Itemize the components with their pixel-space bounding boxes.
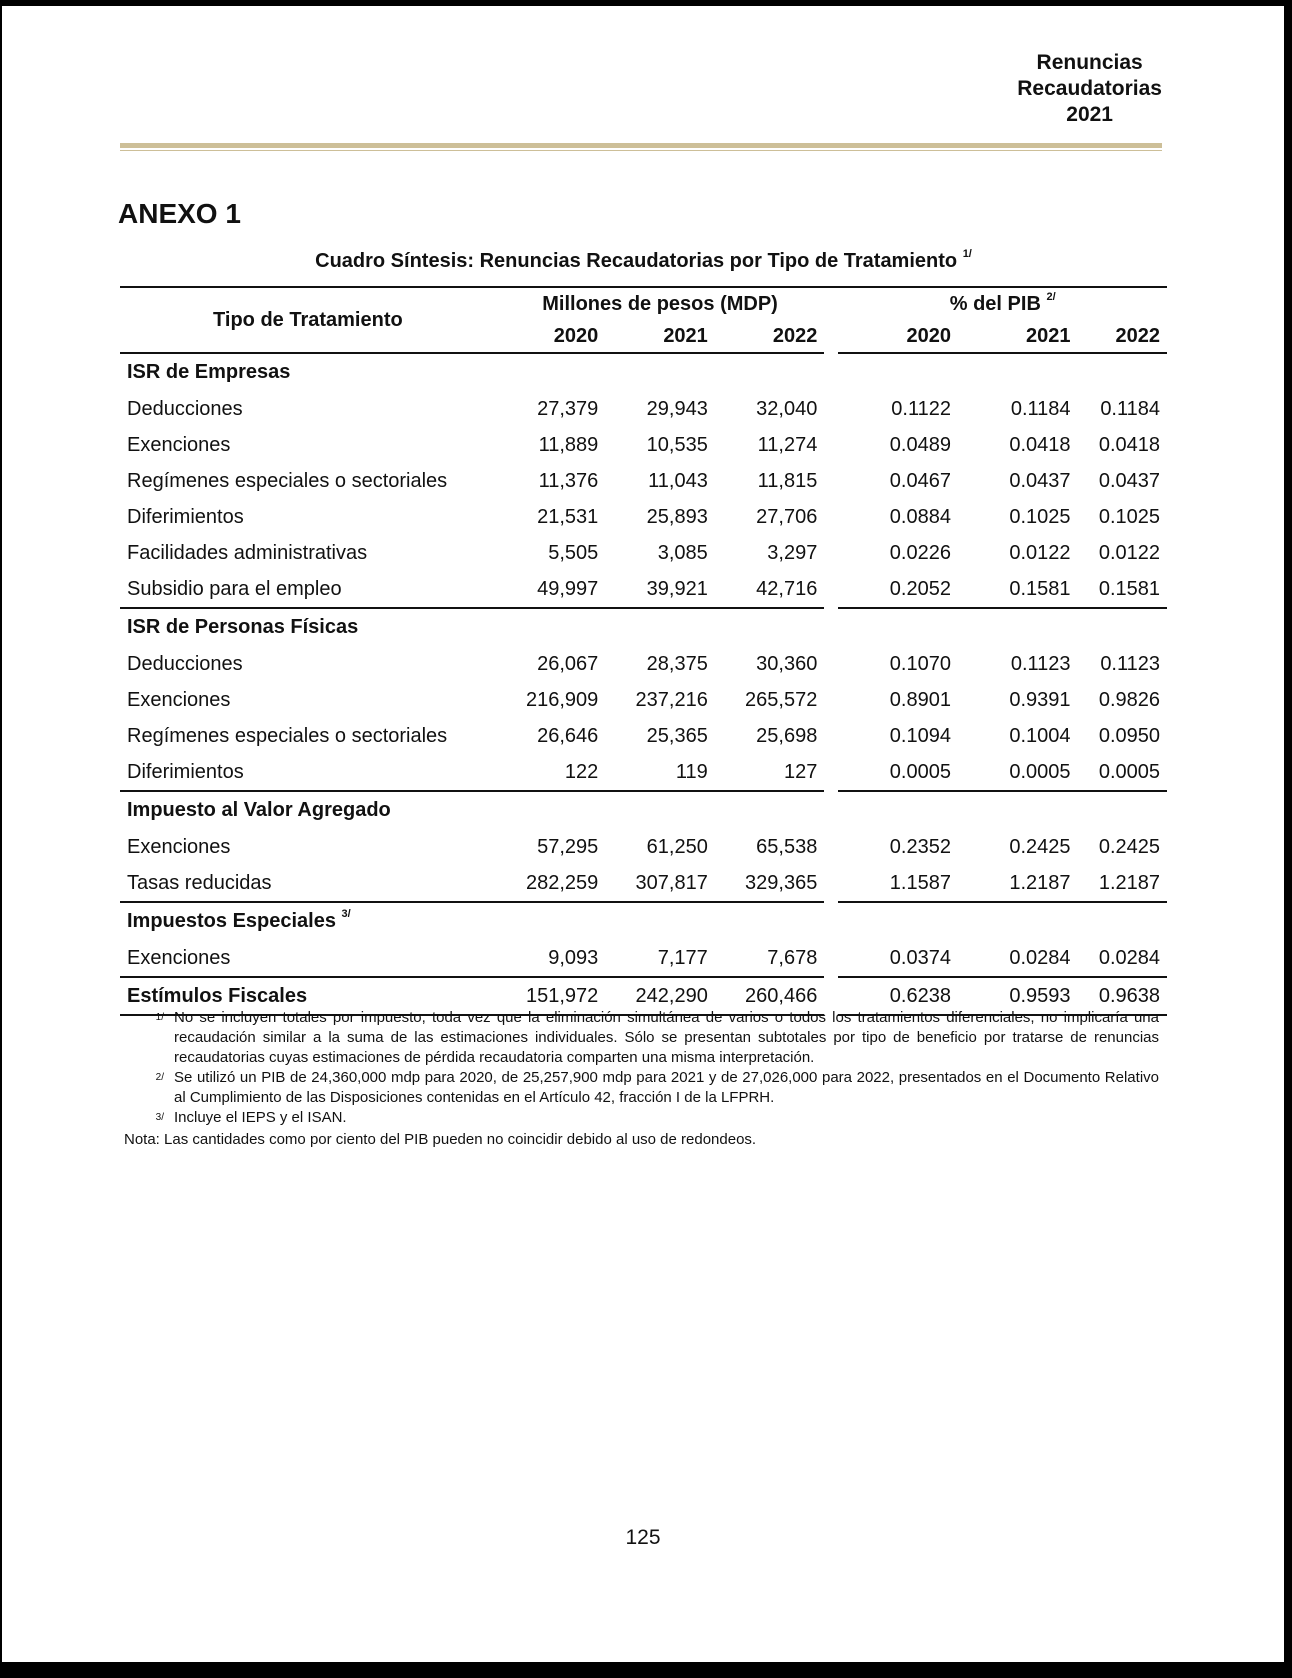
pib-value: 0.0226	[889, 541, 951, 564]
footnote	[124, 1068, 1159, 1108]
mdp-value: 26,067	[537, 652, 599, 675]
header-line-2: Recaudatorias	[1017, 77, 1162, 100]
table-row	[120, 718, 1167, 754]
footnote-mark: 2/	[155, 1072, 164, 1083]
row-label: Tasas reducidas	[120, 865, 496, 902]
mdp-value: 61,250	[646, 835, 708, 858]
pib-value: 0.1094	[889, 724, 951, 747]
section-footnote-mark: 3/	[341, 908, 351, 920]
column-gap	[824, 320, 838, 353]
column-gap	[824, 646, 838, 682]
pib-value: 0.2352	[889, 835, 951, 858]
table-row	[120, 463, 1167, 499]
annex-heading: ANEXO 1	[118, 198, 241, 229]
running-header	[1017, 50, 1162, 128]
mdp-value: 5,505	[548, 541, 599, 564]
table-row	[120, 535, 1167, 571]
mdp-value: 21,531	[537, 505, 599, 528]
table-row	[120, 571, 1167, 608]
row-label: Regímenes especiales o sectoriales	[127, 724, 448, 747]
row-label: Exenciones	[127, 835, 231, 858]
pib-value: 0.0950	[1098, 724, 1160, 747]
mdp-value: 127	[715, 754, 825, 791]
group-header-pib-mark: 2/	[1046, 290, 1056, 303]
mdp-value: 10,535	[646, 433, 708, 456]
document-page	[2, 6, 1284, 1662]
mdp-value: 11,815	[757, 469, 818, 492]
pib-value: 0.0418	[1009, 433, 1071, 456]
total-pib-value: 0.9593	[958, 977, 1078, 1015]
mdp-value: 307,817	[605, 865, 715, 902]
mdp-value: 30,360	[756, 652, 818, 675]
pib-value: 1.2187	[1078, 865, 1167, 902]
pib-value: 0.0489	[889, 433, 951, 456]
total-pib-value: 0.9638	[1078, 977, 1167, 1015]
footnote-mark: 3/	[155, 1112, 164, 1123]
column-gap	[824, 940, 838, 977]
pib-value: 0.1025	[1009, 505, 1071, 528]
column-gap	[824, 718, 838, 754]
footnotes	[124, 1008, 1159, 1150]
table-row	[120, 940, 1167, 977]
pib-value: 0.1123	[1100, 652, 1160, 675]
mdp-value: 25,698	[756, 724, 818, 747]
column-gap	[824, 391, 838, 427]
mdp-value: 11,274	[757, 433, 818, 456]
pib-value: 0.0122	[1098, 541, 1160, 564]
pib-value: 0.1184	[1100, 397, 1160, 420]
mdp-value: 27,379	[537, 397, 599, 420]
pib-value: 0.1070	[889, 652, 951, 675]
row-label: Exenciones	[120, 940, 496, 977]
table-row	[120, 754, 1167, 791]
pib-value: 0.0122	[1009, 541, 1071, 564]
pib-value: 1.1587	[838, 865, 958, 902]
row-label: Diferimientos	[120, 754, 496, 791]
pib-value: 0.1122	[891, 397, 951, 420]
mdp-value: 32,040	[756, 397, 818, 420]
pib-value: 0.1123	[1010, 652, 1071, 675]
year-header-pib: 2022	[1078, 320, 1167, 353]
table-row	[120, 427, 1167, 463]
table-title-text: Cuadro Síntesis: Renuncias Recaudatorias por Tipo de Tratamiento	[315, 250, 958, 272]
pib-value: 0.1025	[1098, 505, 1160, 528]
header-line-3: 2021	[1066, 103, 1113, 126]
section-label-text: ISR de Empresas	[127, 361, 291, 383]
pib-value: 0.0437	[1098, 469, 1160, 492]
footnote	[124, 1108, 1159, 1128]
row-label: Facilidades administrativas	[127, 541, 368, 564]
pib-value: 1.2187	[958, 865, 1078, 902]
column-gap	[824, 829, 838, 865]
mdp-value: 25,893	[646, 505, 708, 528]
section-label	[120, 791, 1167, 829]
mdp-value: 28,375	[646, 652, 708, 675]
year-header-pib: 2021	[958, 320, 1078, 353]
group-header-mdp-text: Millones de pesos (MDP)	[542, 292, 778, 315]
pib-value: 0.2425	[1098, 835, 1160, 858]
pib-value: 0.0374	[838, 940, 958, 977]
pib-value: 0.0005	[958, 754, 1078, 791]
table-title	[120, 250, 1167, 273]
header-line-1: Renuncias	[1036, 51, 1143, 74]
mdp-value: 237,216	[635, 688, 708, 711]
footnote-text: Se utilizó un PIB de 24,360,000 mdp para 2020, de 25,257,900 mdp para 2021 y de 27,026,000 para 2022, presentados en el Documento Relativo al Cumplimiento de las Disposiciones contenidas en el Artículo 42, fracción I de la LFPRH.	[174, 1069, 1159, 1106]
column-gap	[824, 865, 838, 902]
header-rule	[120, 143, 1162, 148]
column-gap	[824, 287, 838, 320]
mdp-value: 122	[496, 754, 606, 791]
section-row	[120, 353, 1167, 391]
year-header-mdp: 2022	[715, 320, 825, 353]
table-row	[120, 682, 1167, 718]
column-gap	[824, 571, 838, 608]
section-label	[120, 902, 1167, 940]
page-number: 125	[625, 1526, 661, 1549]
row-label: Deducciones	[127, 397, 243, 420]
column-gap	[824, 499, 838, 535]
pib-value: 0.2052	[838, 571, 958, 608]
pib-value: 0.1581	[1078, 571, 1167, 608]
section-row	[120, 902, 1167, 940]
footnote	[124, 1008, 1159, 1068]
year-header-pib: 2020	[838, 320, 958, 353]
mdp-value: 42,716	[715, 571, 825, 608]
mdp-value: 11,376	[538, 469, 599, 492]
group-header-pib	[838, 287, 1167, 320]
mdp-value: 39,921	[605, 571, 715, 608]
section-label-text: Impuestos Especiales	[127, 910, 336, 932]
pib-value: 0.8901	[889, 688, 951, 711]
row-label: Exenciones	[127, 433, 231, 456]
column-gap	[824, 463, 838, 499]
mdp-value: 3,085	[657, 541, 708, 564]
footnote-text: Incluye el IEPS y el ISAN.	[174, 1109, 347, 1126]
row-label: Subsidio para el empleo	[120, 571, 496, 608]
mdp-value: 265,572	[745, 688, 818, 711]
mdp-value: 57,295	[537, 835, 599, 858]
group-header-pib-text: % del PIB	[949, 292, 1041, 315]
table-row	[120, 865, 1167, 902]
pib-value: 0.0284	[1078, 940, 1167, 977]
mdp-value: 11,043	[648, 469, 708, 492]
col-header-tipo: Tipo de Tratamiento	[120, 287, 496, 353]
group-header-mdp	[496, 287, 825, 320]
year-header-mdp: 2020	[496, 320, 606, 353]
mdp-value: 49,997	[496, 571, 606, 608]
table-title-footnote-mark: 1/	[962, 248, 972, 260]
pib-value: 0.1581	[958, 571, 1078, 608]
mdp-value: 9,093	[496, 940, 606, 977]
pib-value: 0.9826	[1098, 688, 1160, 711]
table-row	[120, 646, 1167, 682]
total-mdp-value: 242,290	[605, 977, 715, 1015]
section-label	[120, 353, 1167, 391]
mdp-value: 329,365	[715, 865, 825, 902]
table-header-row-1	[120, 287, 1167, 320]
section-row	[120, 608, 1167, 646]
column-gap	[824, 682, 838, 718]
header-rule-thin	[120, 150, 1162, 151]
mdp-value: 3,297	[767, 541, 818, 564]
pib-value: 0.0418	[1098, 433, 1160, 456]
mdp-value: 119	[605, 754, 715, 791]
total-pib-value: 0.6238	[838, 977, 958, 1015]
summary-table	[120, 286, 1167, 1016]
column-gap	[824, 427, 838, 463]
row-label: Diferimientos	[127, 505, 244, 528]
table-body	[120, 353, 1167, 1015]
table-row	[120, 829, 1167, 865]
section-label-text: Impuesto al Valor Agregado	[127, 799, 391, 821]
table-row	[120, 391, 1167, 427]
pib-value: 0.0284	[958, 940, 1078, 977]
mdp-value: 282,259	[496, 865, 606, 902]
total-mdp-value: 151,972	[496, 977, 606, 1015]
pib-value: 0.0005	[1078, 754, 1167, 791]
pib-value: 0.2425	[1009, 835, 1071, 858]
pib-value: 0.0467	[889, 469, 951, 492]
pib-value: 0.1184	[1010, 397, 1071, 420]
table-row	[120, 499, 1167, 535]
row-label: Exenciones	[127, 688, 231, 711]
pib-value: 0.9391	[1009, 688, 1071, 711]
pib-value: 0.1004	[1009, 724, 1071, 747]
year-header-mdp: 2021	[605, 320, 715, 353]
mdp-value: 25,365	[646, 724, 708, 747]
total-label: Estímulos Fiscales	[120, 977, 496, 1015]
footnote-mark: 1/	[155, 1012, 164, 1023]
mdp-value: 26,646	[537, 724, 599, 747]
mdp-value: 65,538	[756, 835, 818, 858]
mdp-value: 7,177	[605, 940, 715, 977]
footnote-text: No se incluyen totales por impuesto, toda vez que la eliminación simultánea de varios o todos los tratamientos diferenciales, no implicaría una recaudación similar a la suma de las estimaciones individuales. Sólo se presentan subtotales por tipo de beneficio por tratarse de renuncias recaudatorias cuyas estimaciones de pérdida recaudatoria comparten una misma interpretación.	[174, 1009, 1159, 1066]
section-row	[120, 791, 1167, 829]
pib-value: 0.0437	[1009, 469, 1071, 492]
mdp-value: 27,706	[756, 505, 818, 528]
mdp-value: 29,943	[646, 397, 708, 420]
column-gap	[824, 535, 838, 571]
section-label	[120, 608, 1167, 646]
mdp-value: 7,678	[715, 940, 825, 977]
section-label-text: ISR de Personas Físicas	[127, 616, 359, 638]
row-label: Regímenes especiales o sectoriales	[127, 469, 448, 492]
note: Nota: Las cantidades como por ciento del PIB pueden no coincidir debido al uso de redondeos.	[124, 1131, 757, 1148]
mdp-value: 216,909	[526, 688, 599, 711]
total-mdp-value: 260,466	[715, 977, 825, 1015]
column-gap	[824, 754, 838, 791]
mdp-value: 11,889	[538, 433, 599, 456]
pib-value: 0.0884	[889, 505, 951, 528]
pib-value: 0.0005	[838, 754, 958, 791]
row-label: Deducciones	[127, 652, 243, 675]
